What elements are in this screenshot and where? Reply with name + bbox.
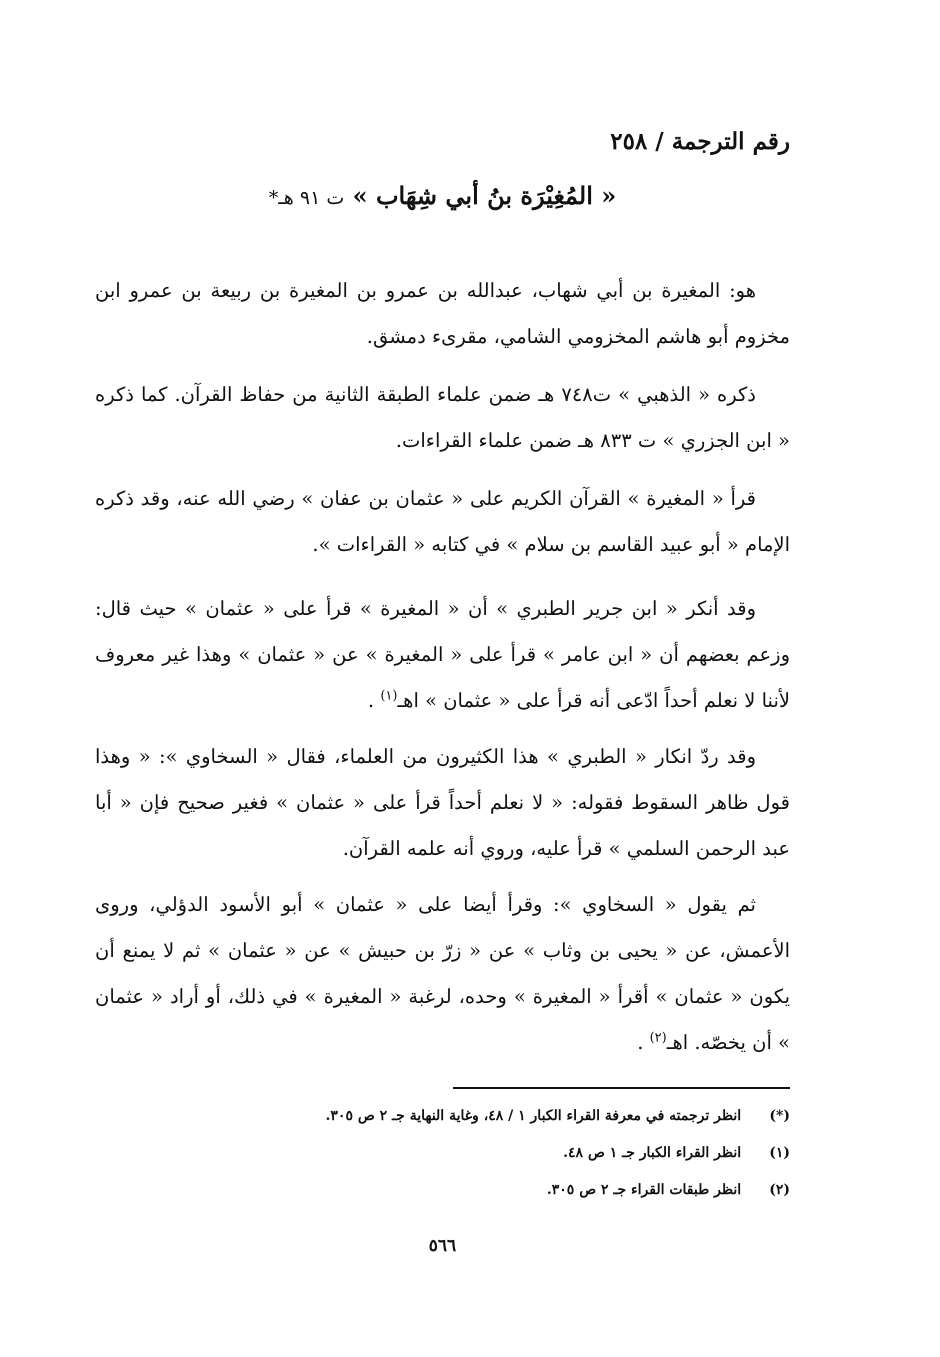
paragraph-tabari [95,586,790,724]
footnote-item [270,1172,790,1209]
footnote-mark: (٢) [769,1182,790,1198]
footnote-text: انظر طبقات القراء جـ ٢ ص ٣٠٥. [546,1182,742,1198]
paragraph-reading: قرأ « المغيرة » القرآن الكريم على « عثمان بن عفان » رضي الله عنه، وقد ذكره الإمام « أبو عبيد القاسم بن سلام » في كتابه « القراءات ». [95,487,790,556]
footnote-item [270,1098,790,1135]
paragraph-tabari-end: . [367,689,375,712]
tarjama-number: رقم الترجمة / ٢٥٨ [610,128,790,155]
footnote-text: انظر القراء الكبار جـ ١ ص ٤٨. [563,1145,742,1161]
biography-title [95,181,790,210]
page-number: ٥٦٦ [428,1236,457,1256]
death-date: ت ٩١ هـ* [268,187,345,209]
footnote-mark: (*) [769,1108,790,1124]
subject-name: « المُغِيْرَة بنُ أبي شِهَاب » [352,181,617,210]
book-page [95,118,790,1268]
footnote-divider [453,1087,790,1089]
footnote-ref-2: (٢) [649,1030,667,1046]
footnote-text: انظر ترجمته في معرفة القراء الكبار ١ / ٤٨، وغاية النهاية جـ ٢ ص ٣٠٥. [325,1108,742,1124]
paragraph-mentions: ذكره « الذهبي » ت٧٤٨ هـ ضمن علماء الطبقة الثانية من حفاظ القرآن. كما ذكره « ابن الجزري » ت ٨٣٣ هـ ضمن علماء القراءات. [95,383,790,452]
footnote-ref-1: (١) [380,688,398,704]
footnotes-list [270,1098,790,1209]
footnote-item [270,1135,790,1172]
paragraph-lineage: هو: المغيرة بن أبي شهاب، عبدالله بن عمرو بن المغيرة بن ربيعة بن عمرو ابن مخزوم أبو هاشم المخزومي الشامي، مقرىء دمشق. [95,279,790,348]
paragraph-sakhawi-text: ثم يقول « السخاوي »: وقرأ أيضا على « عثمان » أبو الأسود الدؤلي، وروى الأعمش، عن « يحيى بن وثاب » عن « زرّ بن حبيش » عن « عثمان » ثم لا يمنع أن يكون « عثمان » أقرأ « المغيرة » وحده، لرغبة « المغيرة » في ذلك، أو أراد « عثمان » أن يخصّه. اهـ [95,893,790,1054]
paragraph-tabari-text: وقد أنكر « ابن جرير الطبري » أن « المغيرة » قرأ على « عثمان » حيث قال: وزعم بعضهم أن « ابن عامر » قرأ على « المغيرة » عن « عثمان » وهذا غير معروف لأننا لا نعلم أحداً ادّعى أنه قرأ على « عثمان » اهـ [95,597,790,712]
paragraph-sakhawi-continued [95,882,790,1066]
paragraph-sakhawi-end: . [637,1031,644,1054]
footnote-mark: (١) [769,1145,790,1161]
paragraph-sakhawi-rebuttal: وقد ردّ انكار « الطبري » هذا الكثيرون من العلماء، فقال « السخاوي »: « وهذا قول ظاهر السقوط فقوله: « لا نعلم أحداً قرأ على « عثمان » فغير صحيح فإن « أبا عبد الرحمن السلمي » قرأ عليه، وروي أنه علمه القرآن. [95,745,790,860]
